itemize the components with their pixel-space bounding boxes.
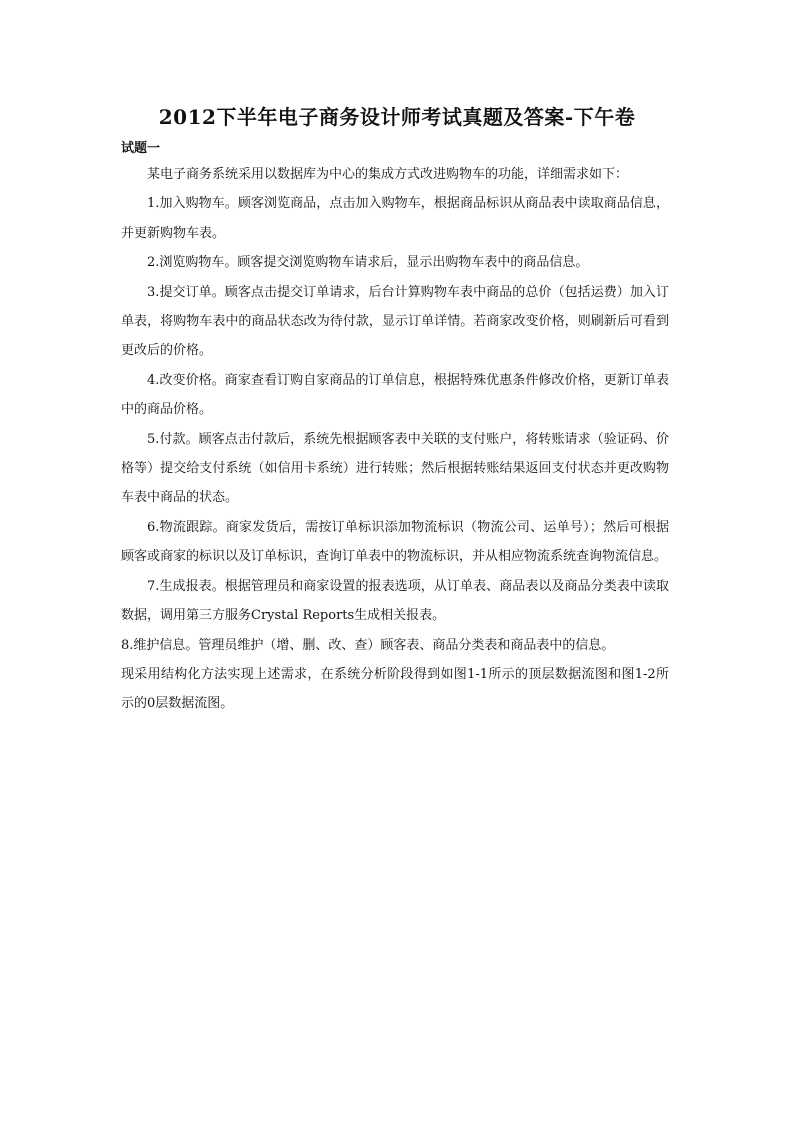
section-heading: 试题一 bbox=[121, 141, 161, 156]
intro-paragraph: 某电子商务系统采用以数据库为中心的集成方式改进购物车的功能，详细需求如下： bbox=[147, 167, 629, 182]
requirement-paragraph-7: 7.生成报表。根据管理员和商家设置的报表选项，从订单表、商品表以及商品分类表中读取数据，调用第三方服务Crystal Reports生成相关报表。 bbox=[121, 578, 669, 624]
requirement-paragraph-2: 2.浏览购物车。顾客提交浏览购物车请求后，显示出购物车表中的商品信息。 bbox=[147, 255, 589, 271]
requirement-paragraph-6: 6.物流跟踪。商家发货后，需按订单标识添加物流标识（物流公司、运单号）；然后可根据顾客或商家的标识以及订单标识，查询订单表中的物流标识，并从相应物流系统查询物流信息。 bbox=[121, 519, 669, 565]
requirement-paragraph-8: 8.维护信息。管理员维护（增、删、改、查）顾客表、商品分类表和商品表中的信息。 bbox=[121, 637, 615, 653]
requirement-paragraph-5: 5.付款。顾客点击付款后，系统先根据顾客表中关联的支付账户，将转账请求（验证码、价格等）提交给支付系统（如信用卡系统）进行转账；然后根据转账结果返回支付状态并更改购物车表中商品的状态。 bbox=[121, 431, 669, 506]
requirement-paragraph-3: 3.提交订单。顾客点击提交订单请求，后台计算购物车表中商品的总价（包括运费）加入订单表，将购物车表中的商品状态改为待付款，显示订单详情。若商家改变价格，则刷新后可看到更改后的价格。 bbox=[121, 284, 669, 359]
requirement-paragraph-1: 1.加入购物车。顾客浏览商品，点击加入购物车，根据商品标识从商品表中读取商品信息，并更新购物车表。 bbox=[121, 196, 669, 241]
document-body bbox=[121, 160, 669, 719]
closing-paragraph: 现采用结构化方法实现上述需求，在系统分析阶段得到如图1-1所示的顶层数据流图和图1-2所示的0层数据流图。 bbox=[121, 666, 669, 712]
document-title: 2012下半年电子商务设计师考试真题及答案-下午卷 bbox=[158, 105, 636, 129]
requirement-paragraph-4: 4.改变价格。商家查看订购自家商品的订单信息，根据特殊优惠条件修改价格，更新订单表中的商品价格。 bbox=[121, 372, 669, 418]
